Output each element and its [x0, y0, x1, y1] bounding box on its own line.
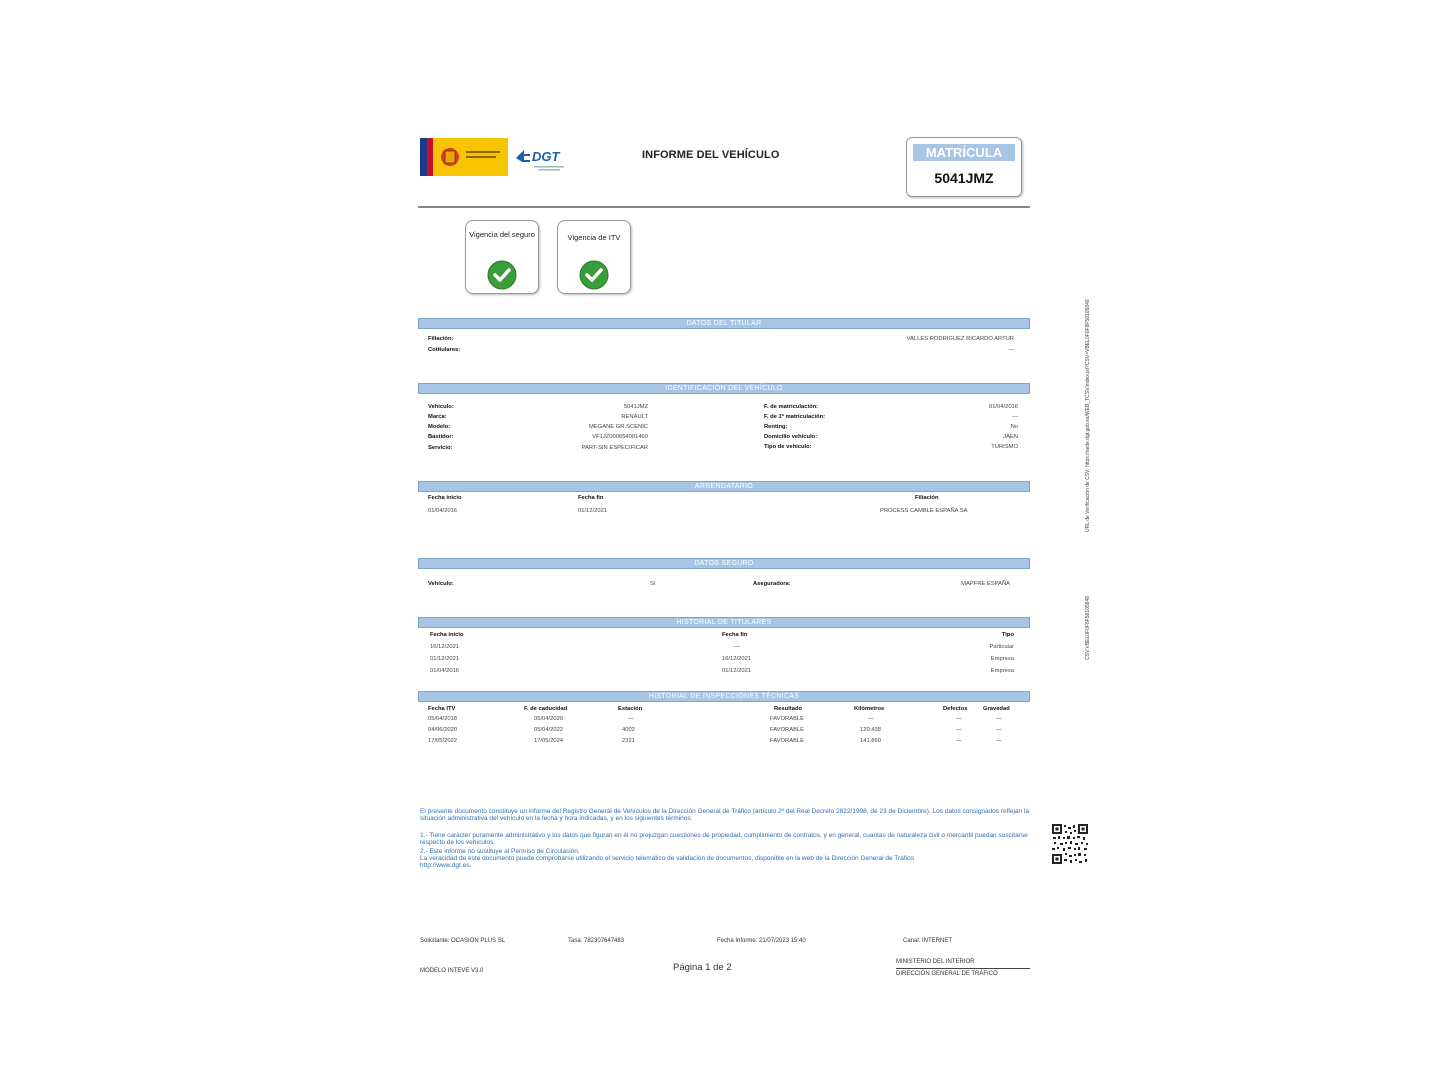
arrendatario-header-fin: Fecha fin — [578, 495, 604, 501]
ident-label-bastidor: Bastidor: — [428, 434, 454, 440]
ident-value-renting: No — [1010, 424, 1018, 430]
legal-verification: La veracidad de este documento puede comprobarse utilizando el servicio telemático de validación de documentos, disponible en la web de la Dirección General de Tráfico http://www.dgt.es. — [420, 855, 914, 870]
table-row: 141.860 — [860, 738, 881, 744]
itv-header-gravedad: Gravedad — [983, 706, 1010, 712]
arrendatario-cell-filiacion: PROCESS CAMBLE ESPAÑA SA — [880, 508, 968, 514]
ident-label-renting: Renting: — [764, 424, 788, 430]
table-row: 4002 — [622, 727, 635, 733]
ident-label-fecha-matriculacion: F. de matriculación: — [764, 404, 819, 410]
plate-label: MATRÍCULA — [913, 144, 1015, 161]
section-identificacion-bar: IDENTIFICACIÓN DEL VEHÍCULO — [418, 383, 1030, 394]
plate-value: 5041JMZ — [934, 170, 994, 186]
ident-value-servicio: PART-SIN ESPECIFICAR — [581, 445, 648, 451]
table-row: 01/12/2021 — [430, 656, 460, 662]
insurance-validity-label: Vigencia del seguro — [469, 230, 535, 239]
insurance-validity-badge — [465, 220, 539, 294]
itv-validity-label: Vigencia de ITV — [567, 233, 621, 242]
ident-value-tipo: TURISMO — [991, 444, 1018, 450]
document-title: INFORME DEL VEHÍCULO — [642, 149, 780, 161]
table-row: 04/06/2020 — [428, 727, 458, 733]
table-row: 17/05/2024 — [534, 738, 564, 744]
ident-label-marca: Marca: — [428, 414, 447, 420]
csv-verification-url: URL de Verificación de CSV: https://sede.dgt.gob.es/WEB_TCSV/index.jsf?CSV=VBEL0F0F8F581058​48 — [1085, 299, 1091, 532]
historial-titulares-header-tipo: Tipo — [1001, 632, 1014, 638]
ident-value-modelo: MEGANE GR.SCENIC — [589, 424, 648, 430]
arrendatario-header-filiacion: Filiación — [915, 495, 939, 501]
qr-code — [1051, 823, 1089, 865]
table-row: 01/12/2021 — [722, 668, 752, 674]
table-row: 17/05/2022 — [428, 738, 458, 744]
section-arrendatario-bar: ARRENDATARIO — [418, 481, 1030, 492]
footer-tasa: Tasa: 78230764748​3 — [568, 938, 625, 944]
spanish-government-logo — [420, 138, 508, 176]
ident-label-domicilio: Domicilio vehículo: — [764, 434, 818, 440]
titular-cotitulares-value: — — [1008, 347, 1014, 353]
table-row: — — [996, 727, 1002, 733]
table-row: 05/04/2020 — [534, 716, 564, 722]
footer-ministerio: MINISTERIO DEL INTERIOR — [896, 959, 975, 965]
table-row: 2321 — [622, 738, 635, 744]
footer-page-number: Página 1 de 2 — [673, 962, 732, 973]
table-row: FAVORABLE — [770, 738, 805, 744]
ident-label-tipo: Tipo de vehículo: — [764, 444, 812, 450]
csv-code: CSV:VBEL0F0F8F58105848 — [1085, 595, 1091, 660]
ident-label-modelo: Modelo: — [428, 424, 451, 430]
itv-header-fecha: Fecha ITV — [428, 706, 456, 712]
ident-label-primera-matriculacion: F. de 1ª matriculación: — [764, 414, 826, 420]
section-titular-bar: DATOS DEL TITULAR — [418, 318, 1030, 329]
plate-box — [906, 137, 1022, 197]
seguro-aseguradora-value: MAPFRE ESPAÑA — [961, 581, 1010, 587]
footer-fecha-informe: Fecha Informe: 21/07/2023 15:40 — [717, 938, 806, 944]
arrendatario-cell-fin: 01/12/2021 — [578, 508, 608, 514]
table-row: — — [868, 716, 874, 722]
table-row: Empresa — [990, 656, 1014, 662]
arrendatario-cell-inicio: 01/04/2016 — [428, 508, 458, 514]
titular-filiacion-label: Filiación: — [428, 336, 454, 342]
table-row: 16/12/2021 — [430, 644, 460, 650]
ident-value-marca: RENAULT — [621, 414, 648, 420]
table-row: FAVORABLE — [770, 716, 805, 722]
table-row: 05/04/2022 — [534, 727, 564, 733]
table-row: — — [956, 716, 962, 722]
footer-modelo: MODELO INTEVE V3.0 — [420, 968, 484, 974]
ident-value-fecha-matriculacion: 01/04/2016 — [988, 404, 1018, 410]
ident-label-vehiculo: Vehículo: — [428, 404, 454, 410]
footer-canal: Canal: INTERNET — [903, 938, 953, 944]
table-row: 05/04/2018 — [428, 716, 458, 722]
section-historial-titulares-bar: HISTORIAL DE TITULARES — [418, 617, 1030, 628]
table-row: — — [996, 716, 1002, 722]
table-row: 16/12/2021 — [722, 656, 752, 662]
table-row: Particular — [989, 644, 1014, 650]
itv-header-estacion: Estación — [618, 706, 643, 712]
header-divider — [418, 206, 1030, 208]
check-icon — [487, 260, 517, 290]
vehicle-report-page — [418, 130, 1030, 990]
ident-label-servicio: Servicio: — [428, 445, 453, 451]
legal-point-2: 2.- Este informe no sustituye al Permiso de Circulación. — [420, 848, 580, 855]
seguro-vehiculo-label: Vehículo: — [428, 581, 454, 587]
historial-titulares-header-fin: Fecha fin — [722, 632, 748, 638]
check-icon — [579, 260, 609, 290]
footer-solicitante: Solicitante: OCASION PLUS SL — [420, 938, 506, 944]
ident-value-bastidor: VF1JZ000654001460 — [592, 434, 648, 440]
titular-cotitulares-label: Cotitulares: — [428, 347, 461, 353]
table-row: — — [628, 716, 634, 722]
table-row: — — [734, 644, 740, 650]
footer-direccion: DIRECCIÓN GENERAL DE TRÁFICO — [896, 971, 998, 977]
arrendatario-header-inicio: Fecha inicio — [428, 495, 462, 501]
seguro-aseguradora-label: Aseguradora: — [753, 581, 791, 587]
titular-filiacion-value: VALLES RODRIGUEZ RICARDO ARTUR — [906, 336, 1014, 342]
table-row: 01/04/2016 — [430, 668, 460, 674]
historial-titulares-header-inicio: Fecha inicio — [430, 632, 464, 638]
ident-value-domicilio: JAEN — [1003, 434, 1018, 440]
dgt-logo-text: DGT — [532, 149, 560, 164]
legal-intro: El presente documento constituye un informe del Registro General de Vehículos de la Dirección General de Tráfico (artículo 2º del Real Decreto 2822/1998, de 23 de Diciembre). Los datos consignados reflejan la situación administrativa del vehículo en la fecha y hora indicadas, y en los siguientes términos: — [420, 808, 1030, 823]
legal-point-1: 1.- Tiene carácter puramente administrativo y los datos que figuran en él no prejuzgan cuestiones de propiedad, cumplimiento de contratos, y en general, cuantas de naturaleza civil o mercantil puedan suscitarse respecto de los vehículos. — [420, 832, 1028, 847]
dgt-logo — [514, 144, 574, 174]
table-row: 120.438 — [860, 727, 881, 733]
itv-header-caducidad: F. de caducidad — [524, 706, 568, 712]
table-row: FAVORABLE — [770, 727, 805, 733]
itv-header-defectos: Defectos — [943, 706, 968, 712]
table-row: — — [956, 738, 962, 744]
section-inspecciones-bar: HISTORIAL DE INSPECCIONES TÉCNICAS — [418, 691, 1030, 702]
table-row: — — [956, 727, 962, 733]
itv-header-resultado: Resultado — [774, 706, 803, 712]
table-row: Empresa — [990, 668, 1014, 674]
table-row: — — [996, 738, 1002, 744]
itv-validity-badge — [557, 220, 631, 294]
ident-value-vehiculo: 5041JMZ — [623, 404, 648, 410]
seguro-vehiculo-value: Sí — [650, 581, 656, 587]
footer-divider — [896, 968, 1030, 969]
section-seguro-bar: DATOS SEGURO — [418, 558, 1030, 569]
ident-value-primera-matriculacion: — — [1012, 414, 1018, 420]
itv-header-kilometros: Kilómetros — [854, 706, 885, 712]
